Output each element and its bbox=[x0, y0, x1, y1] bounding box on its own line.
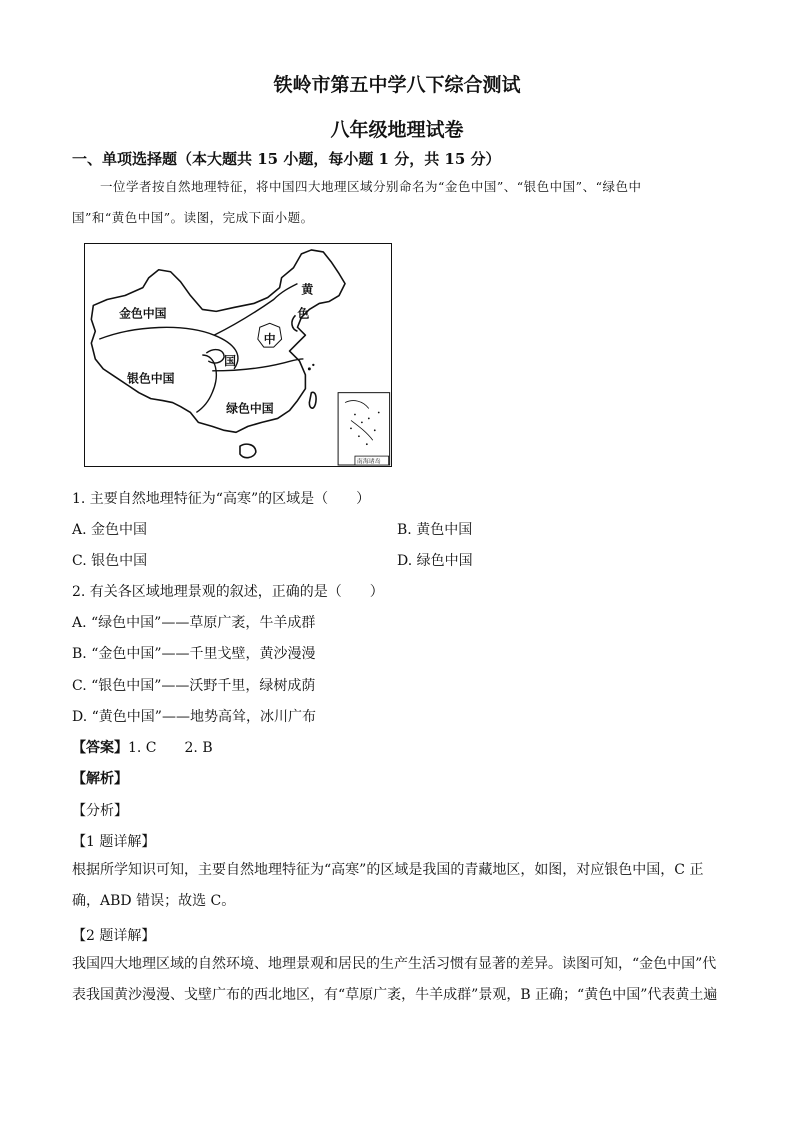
question-2-option-d: D. “黄色中国”——地势高耸，冰川广布 bbox=[72, 709, 316, 725]
south-china-sea-inset bbox=[338, 393, 390, 465]
analysis-heading: 【解析】 bbox=[72, 771, 128, 787]
label-yellow-1: 黄 bbox=[301, 282, 314, 297]
taiwan-island bbox=[309, 392, 316, 408]
label-silver-china: 银色中国 bbox=[127, 371, 175, 386]
intro-text-line-1: 一位学者按自然地理特征，将中国四大地理区域分别命名为“金色中国”、“银色中国”、“绿色中 bbox=[100, 179, 642, 194]
question-1-option-a: A. 金色中国 bbox=[72, 522, 148, 538]
question-1-stem: 1. 主要自然地理特征为“高寒”的区域是（ ） bbox=[72, 491, 371, 507]
label-yellow-2: 色 bbox=[297, 306, 310, 321]
question-2-stem: 2. 有关各区域地理景观的叙述，正确的是（ ） bbox=[72, 584, 384, 600]
question-1-option-b: B. 黄色中国 bbox=[397, 522, 473, 538]
answer-line bbox=[72, 737, 213, 757]
china-outline bbox=[91, 250, 345, 432]
question-1-option-c: C. 银色中国 bbox=[72, 553, 148, 569]
label-green-china: 绿色中国 bbox=[226, 401, 274, 416]
question-2-option-b: B. “金色中国”——千里戈壁，黄沙漫漫 bbox=[72, 646, 316, 662]
q1-detail-heading: 【1 题详解】 bbox=[72, 834, 156, 850]
q2-detail-heading: 【2 题详解】 bbox=[72, 928, 156, 944]
intro-text-line-2: 国”和“黄色中国”。读图，完成下面小题。 bbox=[72, 210, 314, 225]
label-yellow-4: 国 bbox=[224, 353, 236, 368]
question-2-option-a: A. “绿色中国”——草原广袤，牛羊成群 bbox=[72, 615, 316, 631]
question-1-option-d: D. 绿色中国 bbox=[397, 553, 473, 569]
china-regions-map bbox=[84, 243, 392, 467]
question-2-option-c: C. “银色中国”——沃野千里，绿树成荫 bbox=[72, 678, 316, 694]
fenxi-heading: 【分析】 bbox=[72, 803, 128, 819]
section-heading: 一、单项选择题（本大题共 15 小题，每小题 1 分，共 15 分） bbox=[72, 150, 501, 168]
hainan-island bbox=[240, 444, 256, 458]
label-gold-china: 金色中国 bbox=[119, 306, 167, 321]
inset-caption: 南海诸岛 bbox=[356, 458, 381, 466]
answer-label: 【答案】 bbox=[72, 740, 128, 756]
page-subtitle: 八年级地理试卷 bbox=[330, 119, 464, 141]
q2-detail-text: 我国四大地理区域的自然环境、地理景观和居民的生产生活习惯有显著的差异。读图可知，“金色中国”代表我国黄沙漫漫、戈壁广布的西北地区，有“草原广袤，牛羊成群”景观，B 正确；“黄色中国”代表黄土遍 bbox=[72, 956, 718, 1003]
q1-detail-text: 根据所学知识可知，主要自然地理特征为“高寒”的区域是我国的青藏地区，如图，对应银色中国，C 正确，ABD 错误；故选 C。 bbox=[72, 862, 704, 909]
answer-text: 1. C 2. B bbox=[128, 740, 213, 756]
label-yellow-3: 中 bbox=[263, 332, 276, 347]
page-title: 铁岭市第五中学八下综合测试 bbox=[273, 74, 521, 96]
